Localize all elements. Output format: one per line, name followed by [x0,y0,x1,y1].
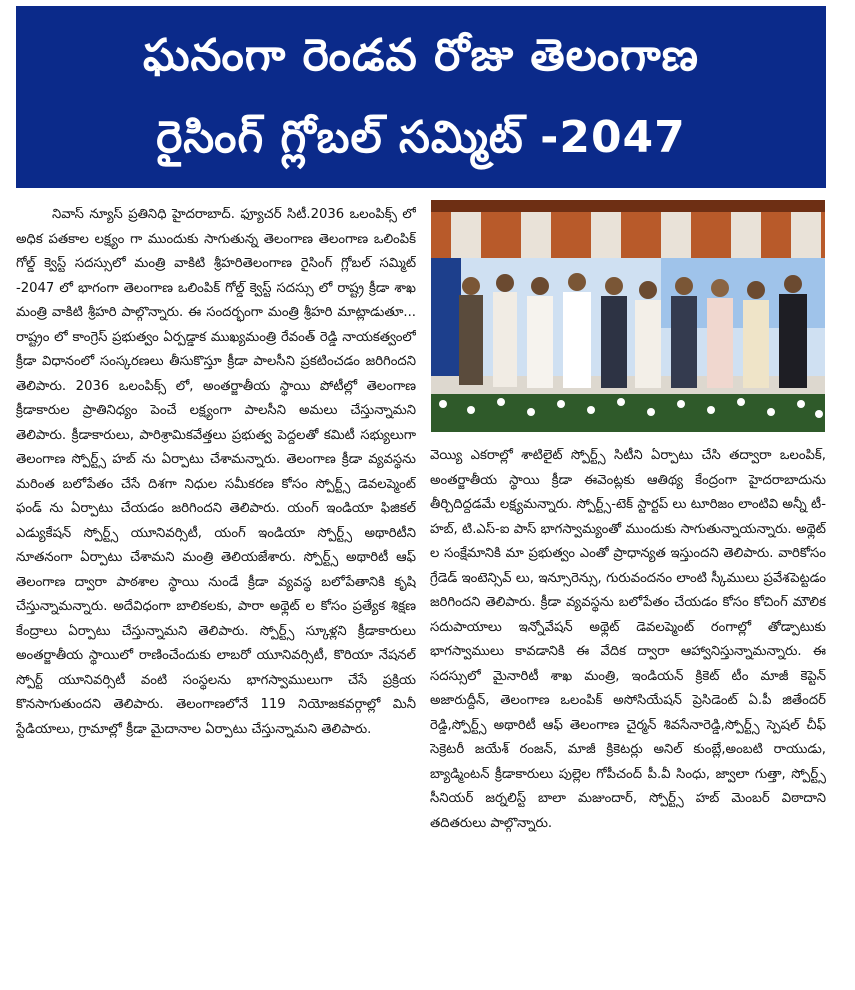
headline-line-2: రైసింగ్ గ్లోబల్ సమ్మిట్ -2047 [156,112,686,163]
article-right-column: వెయ్యి ఎకరాల్లో శాటిలైట్ స్పోర్ట్స్ సిటీని ఏర్పాటు చేసి తద్వారా ఒలంపిక్, అంతర్జాతీయ స్థాయి క్రీడా ఈవెంట్లకు ఆతిథ్య కేంద్రంగా హైదరాబాదును తీర్చిదిద్దడమే లక్ష్యమన్నారు. స్పోర్ట్స్-టెక్ స్టార్టప్ లు టూరిజం లాంటివి అన్నీ టీ- హబ్, టి.ఎస్-ఐ పాస్ భాగస్వామ్యంతో ముందుకు సాగుతున్నాయన్నారు. అథ్లెట్ ల సంక్షేమానికి మా ప్రభుత్వం ఎంతో ప్రాధాన్యత ఇస్తుందని తెలిపారు. వారికోసం గ్రేడెడ్ ఇంటెన్సివ్ లు, ఇన్సూరెన్సు, గురువందనం లాంటి స్కీములు ప్రవేశపెట్టడం జరిగిందని తెలిపారు. క్రీడా వ్యవస్థను బలోపేతం చేయడం కోసం కోచింగ్ మౌలిక సదుపాయాలు ఇన్నోవేషన్ అథ్లెట్ డెవలప్మెంట్ రంగాల్లో తోడ్పాటుకు భాగస్వాములు కావడానికి ఈ వేదిక ద్వారా ఆహ్వానిస్తున్నామన్నారు. ఈ సదస్సులో మైనారిటీ శాఖ మంత్రి, ఇండియన్ క్రికెట్ టీం మాజీ కెప్టెన్ అజారుద్దీన్, తెలంగాణ ఒలంపిక్ అసోసియేషన్ ప్రెసిడెంట్ ఏ.పీ జితేందర్ రెడ్డి,స్పోర్ట్స్ అథారిటీ ఆఫ్ తెలంగాణ చైర్మన్ శివసేనారెడ్డి,స్పోర్ట్స్ స్పెషల్ చీఫ్ సెక్రెటరీ జయేశ్ రంజన్, మాజీ క్రికెటర్లు అనిల్ కుంబ్లే,అంబటి రాయుడు, బ్యాడ్మింటన్ క్రీడాకారులు పుల్లెల గోపీచంద్ పీ.వీ సింధు, జ్వాలా గుత్తా, స్పోర్ట్స్ సీనియర్ జర్నలిస్ట్ బాలా మజుందార్, స్పోర్ట్స్ హబ్ మెంబర్ విఠాదాని తదితరులు పాల్గొన్నారు. [430,448,826,831]
headline-line-1: ఘనంగా రెండవ రోజు తెలంగాణ [143,30,699,81]
headline-banner [16,6,826,188]
event-photo [431,200,825,432]
article-left-column: నివాస్ న్యూస్ ప్రతినిధి హైదరాబాద్. ఫ్యూచర్ సిటీ.2036 ఒలంపిక్స్ లో అధిక పతకాల లక్ష్యం గా ముందుకు సాగుతున్న తెలంగాణ తెలంగాణ ఒలింపిక్ గోల్డ్ క్వెస్ట్ సదస్సులో మంత్రి వాకిటి శ్రీహరితెలంగాణ రైసింగ్ గ్లోబల్ సమ్మిట్ -2047 లో భాగంగా తెలంగాణ ఒలింపిక్ గోల్డ్ క్వెస్ట్ సదస్సు లో రాష్ట్ర క్రీడా శాఖ మంత్రి వాకిటి శ్రీహరి పాల్గొన్నారు. ఈ సందర్భంగా మంత్రి శ్రీహరి మాట్లాడుతూ... రాష్ట్రం లో కాంగ్రెస్ ప్రభుత్వం ఏర్పడ్డాక ముఖ్యమంత్రి రేవంత్ రెడ్డి నాయకత్వంలో క్రీడా విధానంలో సంస్కరణలు తీసుకొస్తూ క్రీడా పాలసీని ప్రకటించడం జరిగిందని తెలిపారు. 2036 ఒలంపిక్స్ లో, అంతర్జాతీయ స్థాయి పోటీల్లో తెలంగాణ క్రీడాకారుల ప్రాతినిధ్యం పెంచే లక్ష్యంగా పాలసీని అమలు చేస్తున్నామని తెలిపారు. క్రీడాకారులు, పారిశ్రామికవేత్తలు ప్రభుత్వ పెద్దలతో కమిటీ సభ్యులుగా తెలంగాణ స్పోర్ట్స్ హబ్ ను ఏర్పాటు చేశామన్నారు. తెలంగాణ క్రీడా వ్యవస్థను మరింత బలోపేతం చేసే దిశగా నిధుల సమీకరణ కోసం స్పోర్ట్స్ డెవలప్మెంట్ ఫండ్ ను ఏర్పాటు చేయడం జరిగిందని తెలిపారు. యంగ్ ఇండియా ఫిజికల్ ఎడ్యుకేషన్ స్పోర్ట్స్ యూనివర్సిటీ, యంగ్ ఇండియా స్పోర్ట్స్ అథారిటీని నూతనంగా ఏర్పాటు చేశామని మంత్రి తెలియజేశారు. స్పోర్ట్స్ అథారిటీ ఆఫ్ తెలంగాణ ద్వారా పాఠశాల స్థాయి నుండే క్రీడా వ్యవస్థ బలోపేతానికి కృషి చేస్తున్నామన్నారు. అదేవిధంగా బాలికలకు, పారా అథ్లెట్ ల కోసం ప్రత్యేక శిక్షణ కేంద్రాలు ఏర్పాటు చేస్తున్నామని తెలిపారు. స్పోర్ట్స్ స్కూళ్లని క్రీడాకారులు అంతర్జాతీయ స్థాయిలో రాణించేందుకు లాబరో యూనివర్సిటీ, కొరియా నేషనల్ స్పోర్ట్ యూనివర్సిటీ వంటి సంస్థలను భాగస్వాములుగా చేసే ప్రక్రియ కొనసాగుతుందని తెలిపారు. తెలంగాణలోనే 119 నియోజకవర్గాల్లో మినీ స్టేడియాలు, గ్రామాల్లో క్రీడా మైదానాల ఏర్పాటు చేస్తున్నామని తెలిపారు. [16,207,416,737]
